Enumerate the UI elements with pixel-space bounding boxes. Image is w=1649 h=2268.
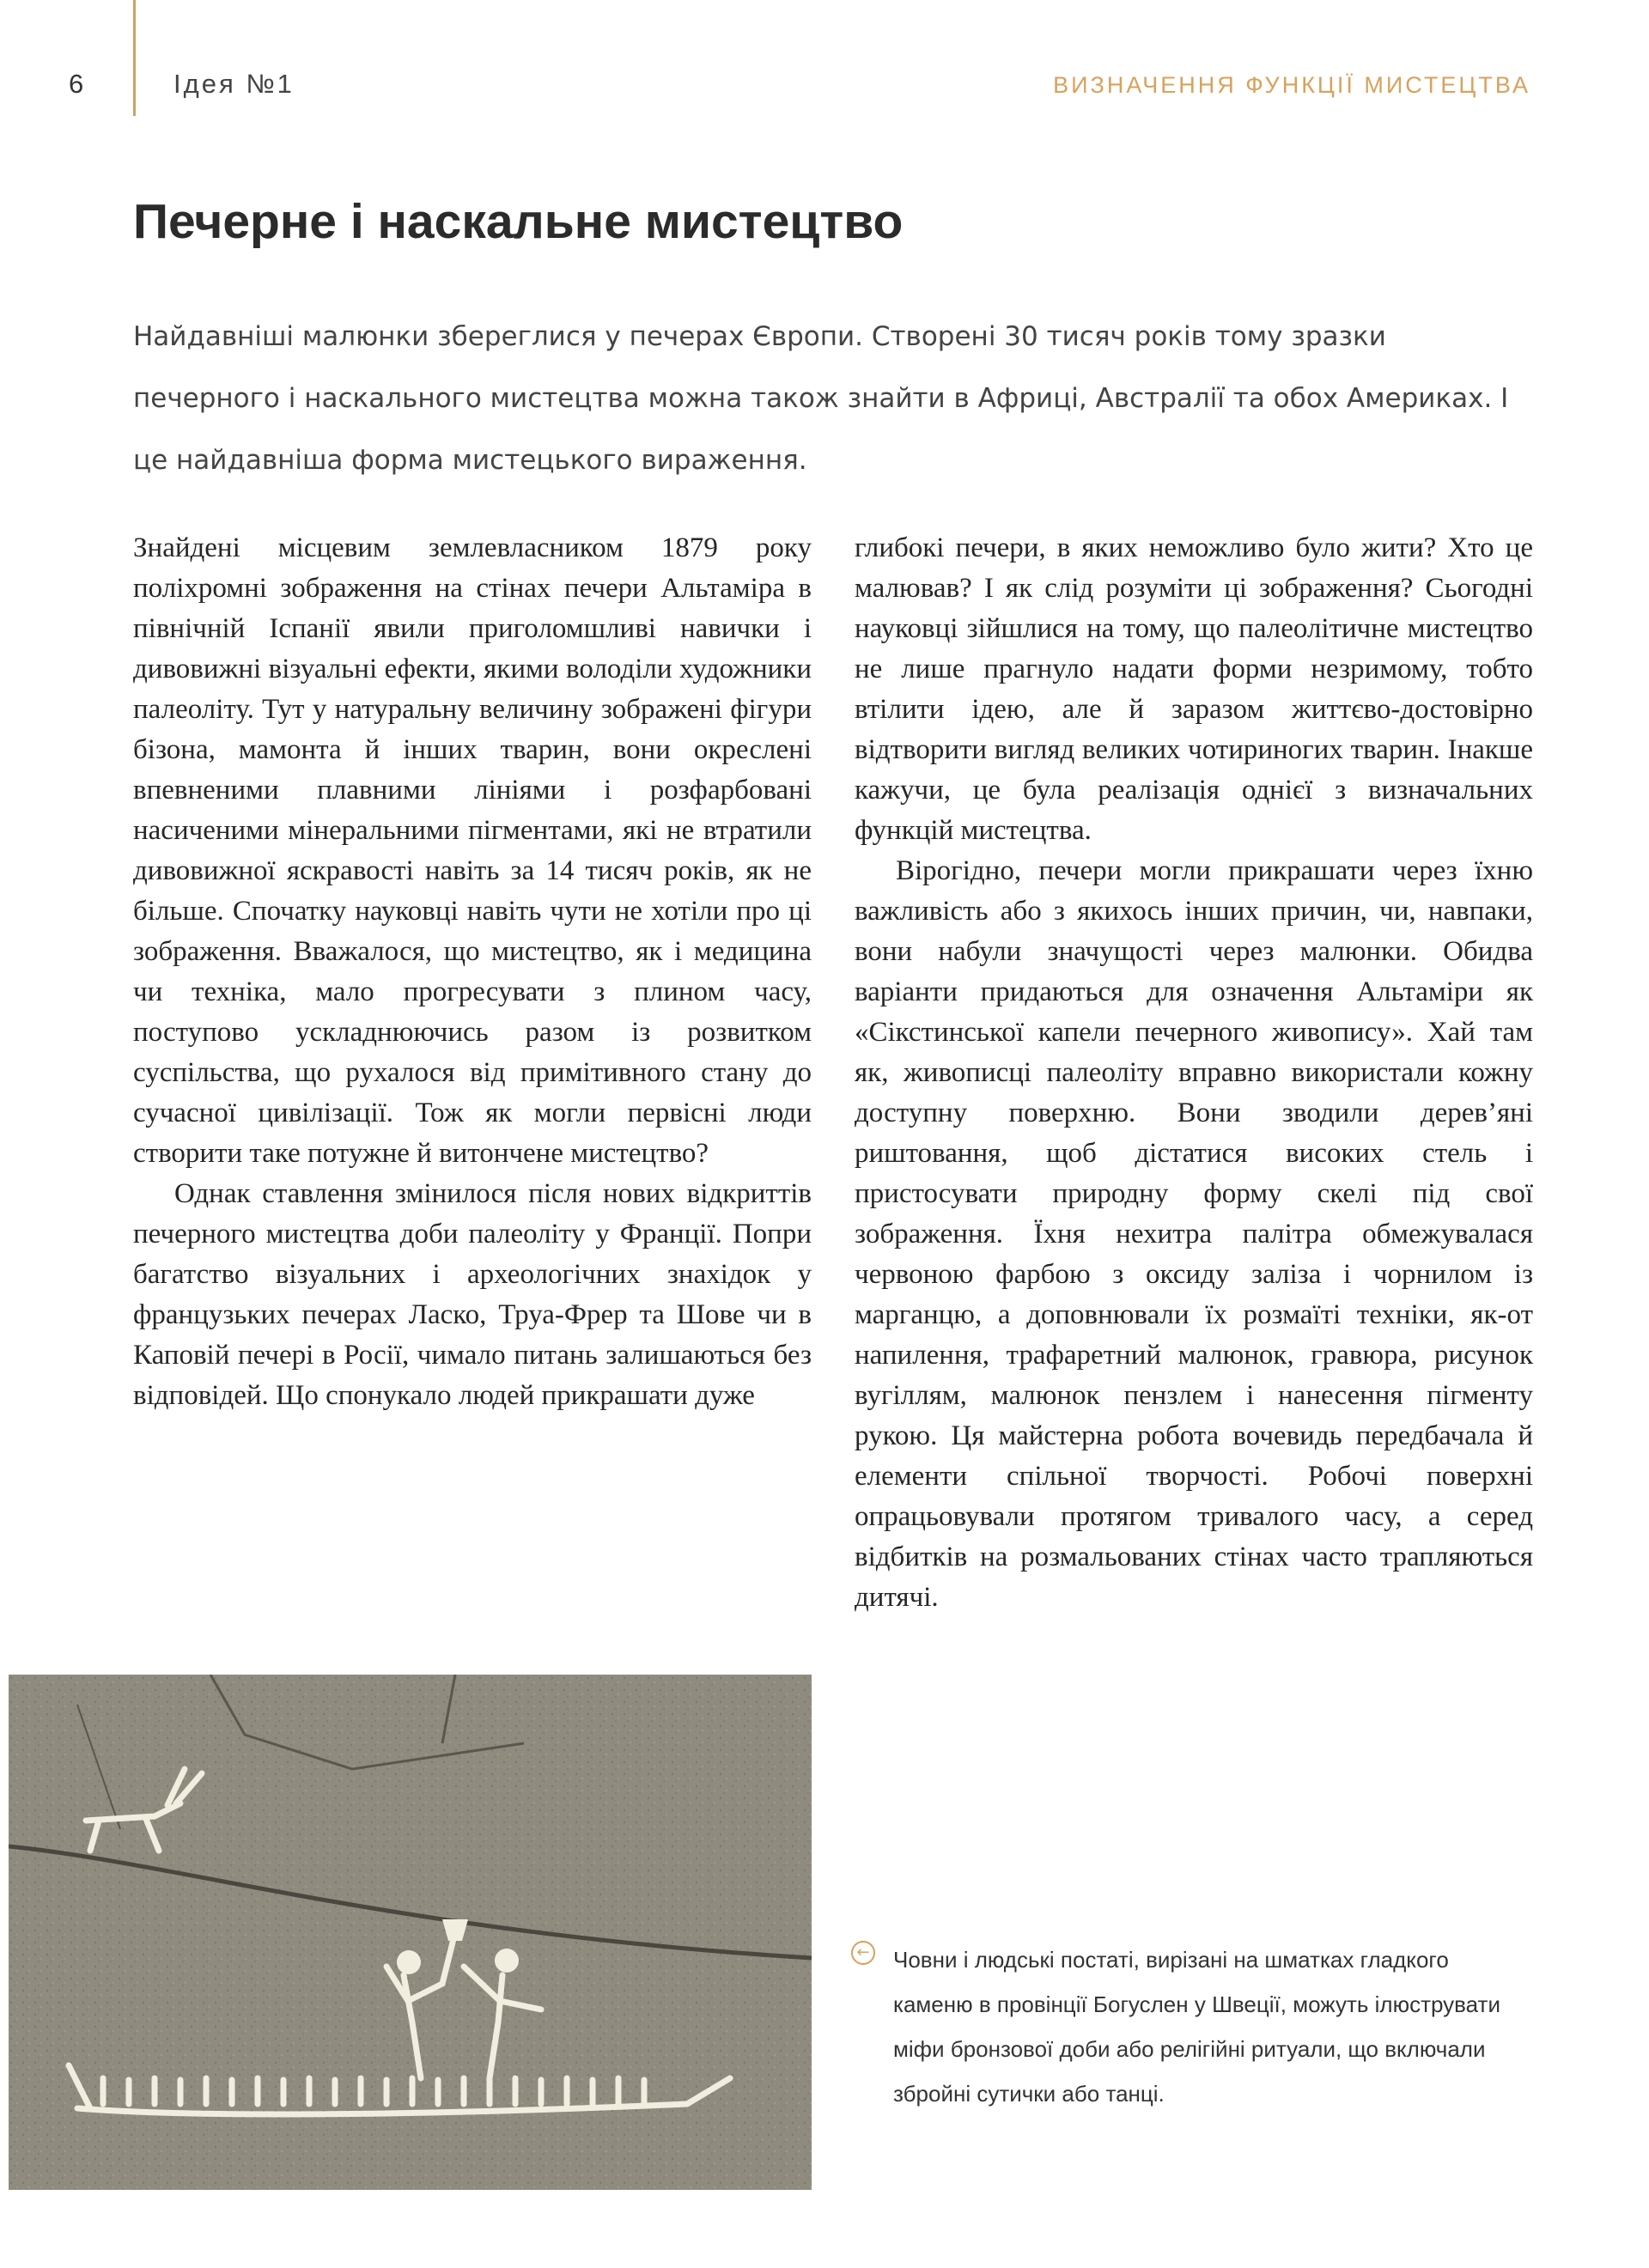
body-paragraph: Знайдені місцевим землевласником 1879 року поліхромні зображення на стінах печери Альтаміра в північній Іспанії явили приголомшливі навички і дивовижні візуальні ефекти, якими володіли художники палеоліту. Тут у натуральну величину зображені фігури бізона, мамонта й інших тварин, вони окреслені впевненими плавними лініями і розфарбовані насиченими мінеральними пігментами, які не втратили дивовижної яскравості навіть за 14 тисяч років, як не більше. Спочатку науковці навіть чути не хотіли про ці зображення. Вважалося, що мистецтво, як і медицина чи техніка, мало прогресувати з плином часу, поступово ускладнюючись разом із розвитком суспільства, що рухалося від примітивного стану до сучасної цивілізації. Тож як могли первісні люди створити таке потужне й витончене мистецтво? [133,532,812,1169]
page-number: 6 [69,69,84,99]
body-paragraph: глибокі печери, в яких неможливо було жити? Хто це малював? І як слід розуміти ці зображення? Сьогодні науковці зійшлися на тому, що палеолітичне мистецтво не лише прагнуло надати форми незримому, тобто втілити ідею, але й заразом життєво-достовірно відтворити вигляд великих чотириногих тварин. Інакше кажучи, це була реалізація однієї з визначальних функцій мистецтва. [855,532,1533,846]
figure-caption: Човни і людські постаті, вирізані на шматках гладкого каменю в провінції Богуслен у Швеції, можуть ілюструвати міфи бронзової доби або релігійні ритуали, що включали збройні сутички або танці. [893,1947,1500,2107]
body-paragraph: Однак ставлення змінилося після нових відкриттів печерного мистецтва доби палеоліту у Франції. Попри багатство візуальних і археологічних знахідок у французьких печерах Ласко, Труа-Фрер та Шове чи в Каповій печері в Росії, чимало питань залишаються без відповідей. Що спонукало людей прикрашати дуже [133,1178,812,1411]
header-idea-label: Ідея №1 [173,69,295,99]
header-section-title: ВИЗНАЧЕННЯ ФУНКЦІЇ МИСТЕЦТВА [1053,72,1530,98]
header-divider [133,0,136,116]
body-paragraph: Вірогідно, печери могли прикрашати через їхню важливість або з якихось інших причин, чи, навпаки, вони набули значущості через малюнки. Обидва варіанти придаються для означення Альтаміри як «Сікстинської капели печерного живопису». Хай там як, живописці палеоліту вправно використали кожну доступну поверхню. Вони зводили дерев’яні риштовання, щоб дістатися високих стель і пристосувати природну форму скелі під свої зображення. Їхня нехитра палітра обмежувалася червоною фарбою з оксиду заліза і чорнилом із марганцю, а доповнювали їх розмаїті техніки, як-от напилення, трафаретний малюнок, гравюра, рисунок вугіллям, малюнок пензлем і нанесення пігменту рукою. Ця майстерна робота вочевидь передбачала й елементи спільної творчості. Робочі поверхні опрацьовували протягом тривалого часу, а серед відбитків на розмальованих стінах часто трапляються дитячі. [855,855,1533,1613]
arrow-left-circle-icon: ← [851,1941,875,1965]
text-column-left [133,528,812,1416]
text-column-right [855,528,1533,1618]
lead-paragraph: Найдавніші малюнки збереглися у печерах Європи. Створені 30 тисяч років тому зразки печерного і наскального мистецтва можна також знайти в Африці, Австралії та обох Америках. І це найдавніша форма мистецького вираження. [133,321,1509,476]
rock-carving-photo [9,1675,812,2190]
article-title: Печерне і наскальне мистецтво [133,194,904,249]
